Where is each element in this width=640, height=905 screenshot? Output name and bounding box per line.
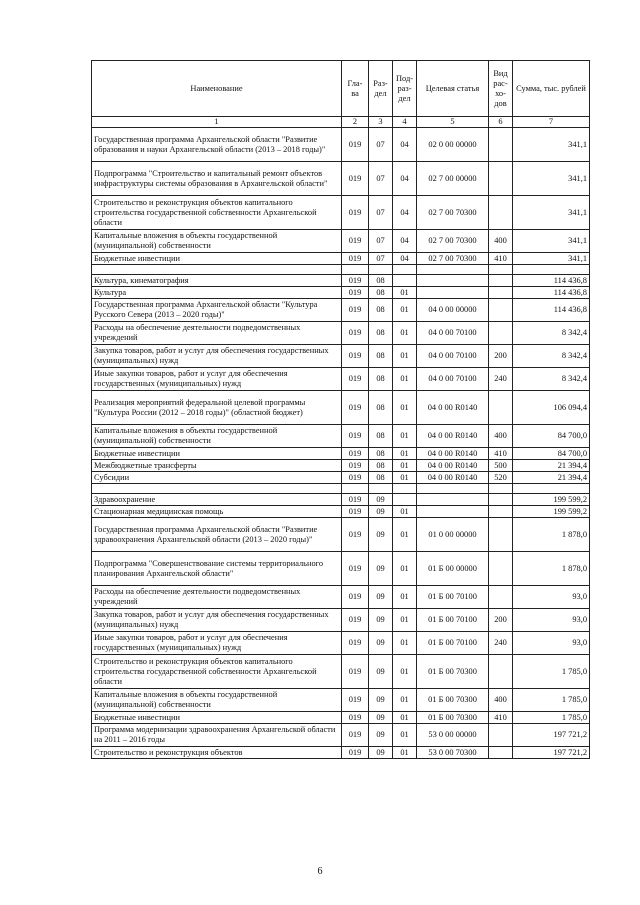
row-name: Культура [92,287,342,299]
row-section: 09 [369,586,393,609]
row-amount: 93,0 [513,609,590,632]
row-subsection: 04 [393,196,417,230]
table-row [92,345,590,368]
column-number: 5 [417,117,489,128]
budget-table [91,60,590,759]
row-name: Программа модернизации здравоохранения Архангельской области на 2011 – 2016 годы [92,724,342,747]
row-target [417,287,489,299]
row-expense-type: 410 [489,448,513,460]
row-chapter: 019 [342,345,369,368]
column-number-row [92,117,590,128]
row-chapter: 019 [342,253,369,265]
row-target: 02 7 00 70300 [417,196,489,230]
row-name: Расходы на обеспечение деятельности подведомственных учреждений [92,586,342,609]
row-name: Подпрограмма "Строительство и капитальный ремонт объектов инфраструктуры системы образования в Архангельской области" [92,162,342,196]
row-amount: 341,1 [513,196,590,230]
row-name: Государственная программа Архангельской области "Развитие образования и науки Архангельской области (2013 – 2018 годы)" [92,128,342,162]
row-chapter: 019 [342,368,369,391]
row-name: Капитальные вложения в объекты государственной (муниципальной) собственности [92,689,342,712]
row-subsection: 01 [393,299,417,322]
row-target: 01 Б 00 00000 [417,552,489,586]
table-row [92,655,590,689]
row-subsection: 01 [393,724,417,747]
row-section: 08 [369,322,393,345]
row-target: 01 Б 00 70100 [417,632,489,655]
row-expense-type [489,322,513,345]
table-row [92,609,590,632]
row-target: 01 Б 00 70300 [417,712,489,724]
table-row [92,632,590,655]
table-row [92,494,590,506]
row-section: 07 [369,162,393,196]
row-amount: 199 599,2 [513,506,590,518]
table-header-row [92,61,590,117]
row-amount: 21 394,4 [513,472,590,484]
empty-cell [92,265,342,275]
row-section: 08 [369,425,393,448]
row-chapter: 019 [342,230,369,253]
row-subsection: 01 [393,391,417,425]
row-chapter: 019 [342,586,369,609]
row-subsection: 01 [393,689,417,712]
row-section: 08 [369,275,393,287]
row-expense-type: 240 [489,632,513,655]
row-target: 53 0 00 70300 [417,747,489,759]
row-name: Закупка товаров, работ и услуг для обеспечения государственных (муниципальных) нужд [92,345,342,368]
table-row [92,518,590,552]
table-row [92,196,590,230]
row-target: 04 0 00 R0140 [417,425,489,448]
row-expense-type: 400 [489,425,513,448]
row-name: Государственная программа Архангельской области "Культура Русского Севера (2013 – 2020 годы)" [92,299,342,322]
row-chapter: 019 [342,472,369,484]
row-target: 04 0 00 R0140 [417,391,489,425]
row-chapter: 019 [342,724,369,747]
row-target [417,275,489,287]
empty-cell [393,484,417,494]
row-name: Реализация мероприятий федеральной целевой программы "Культура России (2012 – 2018 годы)" (областной бюджет) [92,391,342,425]
empty-cell [417,265,489,275]
row-subsection: 04 [393,162,417,196]
row-section: 07 [369,196,393,230]
table-row [92,586,590,609]
row-target: 02 7 00 70300 [417,230,489,253]
row-expense-type: 200 [489,345,513,368]
row-chapter: 019 [342,655,369,689]
row-amount: 199 599,2 [513,494,590,506]
spacer-row [92,265,590,275]
row-expense-type [489,196,513,230]
row-expense-type [489,518,513,552]
table-row [92,230,590,253]
row-target: 04 0 00 R0140 [417,460,489,472]
row-name: Строительство и реконструкция объектов капитального строительства государственной собственности Архангельской области [92,655,342,689]
row-subsection: 01 [393,518,417,552]
header-target: Целевая статья [417,61,489,117]
row-name: Стационарная медицинская помощь [92,506,342,518]
table-row [92,287,590,299]
row-chapter: 019 [342,299,369,322]
row-section: 09 [369,655,393,689]
row-expense-type: 520 [489,472,513,484]
row-subsection: 01 [393,712,417,724]
table-row [92,322,590,345]
row-section: 09 [369,689,393,712]
row-section: 08 [369,460,393,472]
header-expense-type: Вид рас-хо-дов [489,61,513,117]
row-chapter: 019 [342,552,369,586]
row-section: 09 [369,747,393,759]
row-expense-type: 200 [489,609,513,632]
empty-cell [489,265,513,275]
row-amount: 106 094,4 [513,391,590,425]
table-row [92,747,590,759]
table-row [92,162,590,196]
row-chapter: 019 [342,632,369,655]
column-number: 7 [513,117,590,128]
row-chapter: 019 [342,747,369,759]
row-subsection: 01 [393,632,417,655]
row-target: 53 0 00 00000 [417,724,489,747]
row-expense-type: 400 [489,689,513,712]
header-chapter: Гла-ва [342,61,369,117]
row-expense-type [489,747,513,759]
row-amount: 1 785,0 [513,712,590,724]
row-name: Бюджетные инвестиции [92,253,342,265]
row-name: Закупка товаров, работ и услуг для обеспечения государственных (муниципальных) нужд [92,609,342,632]
row-amount: 8 342,4 [513,368,590,391]
row-expense-type [489,552,513,586]
table-row [92,506,590,518]
row-amount: 1 878,0 [513,552,590,586]
row-amount: 114 436,8 [513,299,590,322]
row-subsection: 01 [393,322,417,345]
row-expense-type [489,586,513,609]
table-row [92,368,590,391]
table-row [92,712,590,724]
row-subsection: 01 [393,368,417,391]
table-row [92,425,590,448]
row-expense-type [489,391,513,425]
row-expense-type [489,287,513,299]
table-row [92,472,590,484]
row-subsection: 01 [393,425,417,448]
row-subsection: 01 [393,460,417,472]
row-chapter: 019 [342,518,369,552]
row-amount: 197 721,2 [513,724,590,747]
row-name: Расходы на обеспечение деятельности подведомственных учреждений [92,322,342,345]
column-number: 1 [92,117,342,128]
row-amount: 1 785,0 [513,689,590,712]
row-subsection: 01 [393,345,417,368]
row-chapter: 019 [342,391,369,425]
row-name: Бюджетные инвестиции [92,448,342,460]
column-number: 4 [393,117,417,128]
row-expense-type [489,724,513,747]
row-target: 02 7 00 00000 [417,162,489,196]
column-number: 3 [369,117,393,128]
row-target: 01 Б 00 70300 [417,655,489,689]
row-target: 02 7 00 70300 [417,253,489,265]
row-expense-type [489,128,513,162]
row-target [417,494,489,506]
row-target: 02 0 00 00000 [417,128,489,162]
row-chapter: 019 [342,712,369,724]
row-expense-type [489,655,513,689]
row-name: Подпрограмма "Совершенствование системы территориального планирования Архангельской области" [92,552,342,586]
table-row [92,460,590,472]
table-row [92,128,590,162]
row-name: Иные закупки товаров, работ и услуг для обеспечения государственных (муниципальных) нужд [92,632,342,655]
empty-cell [417,484,489,494]
row-chapter: 019 [342,128,369,162]
row-target: 04 0 00 00000 [417,299,489,322]
row-subsection: 01 [393,586,417,609]
row-subsection: 01 [393,448,417,460]
row-section: 09 [369,506,393,518]
row-amount: 114 436,8 [513,287,590,299]
table-row [92,253,590,265]
row-section: 08 [369,448,393,460]
header-name: Наименование [92,61,342,117]
row-amount: 84 700,0 [513,448,590,460]
row-expense-type: 410 [489,253,513,265]
row-section: 08 [369,299,393,322]
row-subsection: 01 [393,506,417,518]
row-expense-type: 240 [489,368,513,391]
row-subsection [393,494,417,506]
row-subsection: 04 [393,128,417,162]
row-amount: 21 394,4 [513,460,590,472]
row-name: Здравоохранение [92,494,342,506]
row-subsection [393,275,417,287]
row-chapter: 019 [342,448,369,460]
row-subsection: 01 [393,552,417,586]
row-name: Межбюджетные трансферты [92,460,342,472]
table-row [92,391,590,425]
row-section: 09 [369,518,393,552]
row-amount: 341,1 [513,128,590,162]
empty-cell [393,265,417,275]
table-row [92,299,590,322]
row-subsection: 01 [393,747,417,759]
row-expense-type: 400 [489,230,513,253]
row-amount: 84 700,0 [513,425,590,448]
row-section: 09 [369,494,393,506]
row-amount: 114 436,8 [513,275,590,287]
row-target: 01 Б 00 70100 [417,586,489,609]
row-name: Иные закупки товаров, работ и услуг для обеспечения государственных (муниципальных) нужд [92,368,342,391]
row-expense-type [489,275,513,287]
row-section: 08 [369,368,393,391]
row-subsection: 01 [393,287,417,299]
row-section: 09 [369,609,393,632]
row-chapter: 019 [342,287,369,299]
row-section: 09 [369,724,393,747]
row-expense-type: 500 [489,460,513,472]
empty-cell [513,484,590,494]
row-chapter: 019 [342,506,369,518]
row-amount: 197 721,2 [513,747,590,759]
column-number: 6 [489,117,513,128]
row-chapter: 019 [342,322,369,345]
row-chapter: 019 [342,609,369,632]
row-amount: 341,1 [513,162,590,196]
row-expense-type [489,506,513,518]
row-name: Государственная программа Архангельской области "Развитие здравоохранения Архангельской области (2013 – 2020 годы)" [92,518,342,552]
row-target: 04 0 00 70100 [417,322,489,345]
row-section: 07 [369,128,393,162]
table-row [92,275,590,287]
row-target [417,506,489,518]
row-amount: 93,0 [513,632,590,655]
empty-cell [513,265,590,275]
row-target: 04 0 00 70100 [417,345,489,368]
row-section: 08 [369,345,393,368]
row-amount: 341,1 [513,230,590,253]
row-subsection: 01 [393,655,417,689]
empty-cell [369,265,393,275]
row-chapter: 019 [342,494,369,506]
header-subsection: Под-раз-дел [393,61,417,117]
row-name: Культура, кинематография [92,275,342,287]
table-row [92,689,590,712]
row-target: 04 0 00 R0140 [417,448,489,460]
table-row [92,448,590,460]
row-section: 07 [369,253,393,265]
row-chapter: 019 [342,460,369,472]
row-name: Бюджетные инвестиции [92,712,342,724]
row-amount: 1 878,0 [513,518,590,552]
empty-cell [489,484,513,494]
row-section: 09 [369,712,393,724]
row-name: Субсидии [92,472,342,484]
row-chapter: 019 [342,162,369,196]
row-expense-type [489,299,513,322]
row-target: 04 0 00 70100 [417,368,489,391]
row-chapter: 019 [342,196,369,230]
row-name: Строительство и реконструкция объектов [92,747,342,759]
row-target: 01 Б 00 70300 [417,689,489,712]
header-amount: Сумма, тыс. рублей [513,61,590,117]
row-subsection: 01 [393,609,417,632]
table-body [92,128,590,759]
table-row [92,552,590,586]
spacer-row [92,484,590,494]
row-amount: 93,0 [513,586,590,609]
row-chapter: 019 [342,275,369,287]
row-section: 07 [369,230,393,253]
empty-cell [342,265,369,275]
row-amount: 341,1 [513,253,590,265]
row-section: 08 [369,391,393,425]
row-name: Капитальные вложения в объекты государственной (муниципальной) собственности [92,425,342,448]
row-section: 09 [369,552,393,586]
row-section: 08 [369,472,393,484]
row-expense-type [489,494,513,506]
row-name: Строительство и реконструкция объектов капитального строительства государственной собственности Архангельской области [92,196,342,230]
empty-cell [369,484,393,494]
row-target: 01 Б 00 70100 [417,609,489,632]
row-amount: 1 785,0 [513,655,590,689]
row-amount: 8 342,4 [513,345,590,368]
row-chapter: 019 [342,689,369,712]
row-name: Капитальные вложения в объекты государственной (муниципальной) собственности [92,230,342,253]
row-subsection: 04 [393,230,417,253]
table-row [92,724,590,747]
header-section: Раз-дел [369,61,393,117]
row-chapter: 019 [342,425,369,448]
row-amount: 8 342,4 [513,322,590,345]
page-number: 6 [317,866,323,877]
row-section: 09 [369,632,393,655]
row-target: 01 0 00 00000 [417,518,489,552]
row-expense-type: 410 [489,712,513,724]
empty-cell [92,484,342,494]
row-expense-type [489,162,513,196]
row-subsection: 04 [393,253,417,265]
empty-cell [342,484,369,494]
column-number: 2 [342,117,369,128]
row-section: 08 [369,287,393,299]
row-target: 04 0 00 R0140 [417,472,489,484]
row-subsection: 01 [393,472,417,484]
